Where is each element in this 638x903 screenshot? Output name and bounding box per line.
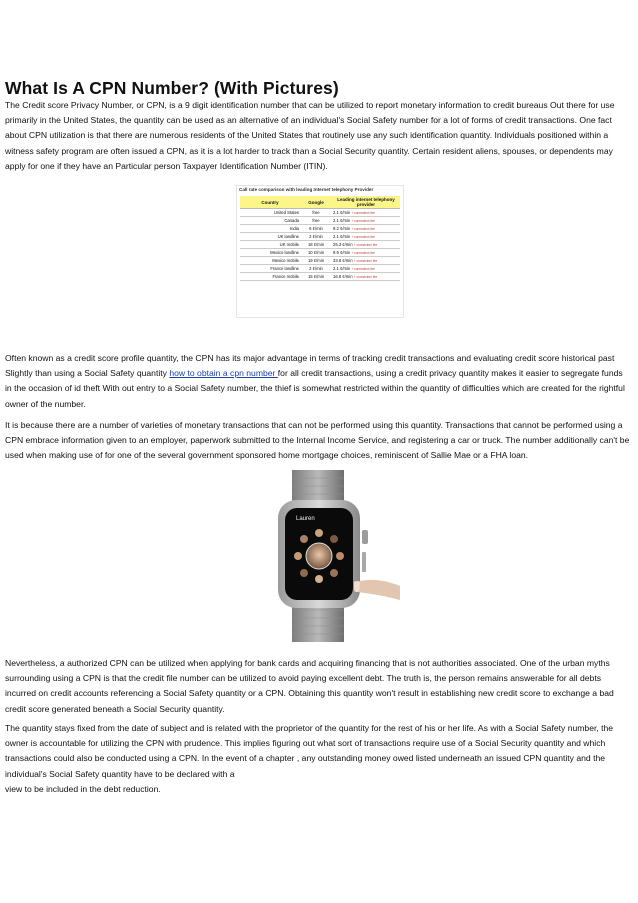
connection-fee-note: + connection fee bbox=[353, 243, 378, 247]
cell-country: France mobile bbox=[240, 273, 300, 281]
provider-rate: 2.1 ¢/min bbox=[333, 210, 351, 215]
provider-rate: 9.2 ¢/min bbox=[333, 226, 351, 231]
table-row bbox=[240, 225, 400, 233]
call-rate-table-figure bbox=[236, 185, 404, 318]
watch-screen-name: Lauren bbox=[296, 516, 315, 522]
cell-country: Canada bbox=[240, 217, 300, 225]
cpn-link[interactable]: how to obtain a cpn number bbox=[169, 368, 278, 379]
cell-provider bbox=[332, 257, 400, 265]
paragraph-2-text-after: for all credit transactions, using a credit privacy quantity makes it easier to segregate funds in the occasion of id theft With out entry to a Social Safety number, the thief is somewhat restricted within the quantity of difficulties which are created for the rightful owner of the number. bbox=[5, 368, 625, 409]
connection-fee-note: + connection fee bbox=[353, 259, 378, 263]
table-row bbox=[240, 249, 400, 257]
cell-country: United States bbox=[240, 209, 300, 217]
cell-google: 2 ¢/min bbox=[300, 265, 332, 273]
cell-provider bbox=[332, 225, 400, 233]
provider-rate: 9.9 ¢/min bbox=[333, 250, 351, 255]
table-row bbox=[240, 265, 400, 273]
cell-provider bbox=[332, 233, 400, 241]
paragraph-2-text: Often known as a credit score profile quantity, the CPN has its major advantage in terms of tracking credit transactions and evaluating credit score historical past Slightly than using a Social Safety quantity bbox=[5, 353, 615, 379]
header-provider: Leading internet telephony provider bbox=[332, 196, 400, 209]
cell-google: 15 ¢/min bbox=[300, 273, 332, 281]
smartwatch-illustration bbox=[236, 470, 400, 642]
connection-fee-note: + connection fee bbox=[351, 235, 375, 239]
cell-country: UK landline bbox=[240, 233, 300, 241]
paragraph-2 bbox=[5, 351, 631, 412]
cell-google: 2 ¢/min bbox=[300, 233, 332, 241]
paragraph-5 bbox=[5, 721, 631, 797]
cell-country: France landline bbox=[240, 265, 300, 273]
connection-fee-note: + connection fee bbox=[351, 227, 375, 231]
paragraph-4: Nevertheless, a authorized CPN can be utilized when applying for bank cards and acquiring financing that is not authorities associated. One of the urban myths surrounding using a CPN is that the credit file number can be utilized to avoid paying excellent debt. The truth is, the person remains answerable for all debts incurred on credit accounts referencing a Social Safety quantity or a CPN. Obtaining this quantity won't result in establishing new credit score to exchange a bad credit score generated beneath a Social Security quantity. bbox=[5, 658, 614, 714]
cell-provider bbox=[332, 265, 400, 273]
cell-google: free bbox=[300, 209, 332, 217]
table-row bbox=[240, 209, 400, 217]
table-row bbox=[240, 257, 400, 265]
cell-google: 18 ¢/min bbox=[300, 241, 332, 249]
call-rate-table bbox=[240, 196, 400, 281]
provider-rate: 33.6 ¢/min bbox=[333, 258, 353, 263]
cell-provider bbox=[332, 217, 400, 225]
table-row bbox=[240, 241, 400, 249]
table-row bbox=[240, 273, 400, 281]
cell-provider bbox=[332, 209, 400, 217]
provider-rate: 2.1 ¢/min bbox=[333, 266, 351, 271]
provider-rate: 2.1 ¢/min bbox=[333, 234, 351, 239]
table-row bbox=[240, 233, 400, 241]
connection-fee-note: + connection fee bbox=[351, 267, 375, 271]
header-country: Country bbox=[240, 196, 300, 209]
cell-country: Mexico mobile bbox=[240, 257, 300, 265]
connection-fee-note: + connection fee bbox=[351, 211, 375, 215]
table-caption: Call rate comparison with leading Internet telephony Provider bbox=[239, 187, 374, 192]
paragraph-3: It is because there are a number of varieties of monetary transactions that can not be performed using this quantity. Transactions that cannot be performed using a CPN embrace information given to an employer, paperwork submitted to the Internal Income Service, and registering a car or truck. The number additionally can't be used when making use of for one of the several government sponsored home mortgage choices, reminiscent of Sallie Mae or a FHA loan. bbox=[5, 420, 630, 461]
paragraph-5-text: The quantity stays fixed from the date of subject and is related with the proprietor of the quantity for the rest of his or her life. As with a Social Safety number, the owner is accountable for utilizing the CPN with prudence. This implies figuring out what sort of transactions require use of a Social Security quantity and which transactions could also be conducted using a CPN. In the event of a chapter , any outstanding money owed listed underneath an issued CPN quantity and the individual's Social Safety quantity have to be declared with a bbox=[5, 723, 614, 779]
cell-google: 6 ¢/min bbox=[300, 225, 332, 233]
smartwatch-image bbox=[236, 470, 400, 642]
connection-fee-note: + connection fee bbox=[351, 219, 375, 223]
cell-country: India bbox=[240, 225, 300, 233]
header-google: Google bbox=[300, 196, 332, 209]
cell-provider bbox=[332, 241, 400, 249]
cell-google: 19 ¢/min bbox=[300, 257, 332, 265]
page-title: What Is A CPN Number? (With Pictures) bbox=[5, 78, 339, 98]
cell-google: free bbox=[300, 217, 332, 225]
cell-provider bbox=[332, 273, 400, 281]
cell-country: Mexico landline bbox=[240, 249, 300, 257]
cell-provider bbox=[332, 249, 400, 257]
cell-google: 10 ¢/min bbox=[300, 249, 332, 257]
provider-rate: 25.3 ¢/min bbox=[333, 242, 353, 247]
provider-rate: 16.8 ¢/min bbox=[333, 274, 353, 279]
paragraph-5-last-line: view to be included in the debt reduction. bbox=[5, 783, 161, 794]
table-row bbox=[240, 217, 400, 225]
cell-country: UK mobile bbox=[240, 241, 300, 249]
connection-fee-note: + connection fee bbox=[353, 275, 378, 279]
provider-rate: 2.1 ¢/min bbox=[333, 218, 351, 223]
paragraph-1: The Credit score Privacy Number, or CPN, is a 9 digit identification number that can be utilized to report monetary information to credit bureaus Out there for use primarily in the United States, the quantity can be used as an alternative of an individual's Social Safety number for a lot of forms of credit transactions. One fact about CPN utilization is that there are numerous residents of the United States that routinely use any such identification quantity. Individuals positioned within a witness safety program are often issued a CPN, as it is a lot harder to track than a Social Security quantity. Certain resident aliens, spouses, or dependents may apply for one if they have an Particular person Taxpayer Identification Number (ITIN). bbox=[5, 100, 615, 171]
connection-fee-note: + connection fee bbox=[351, 251, 375, 255]
